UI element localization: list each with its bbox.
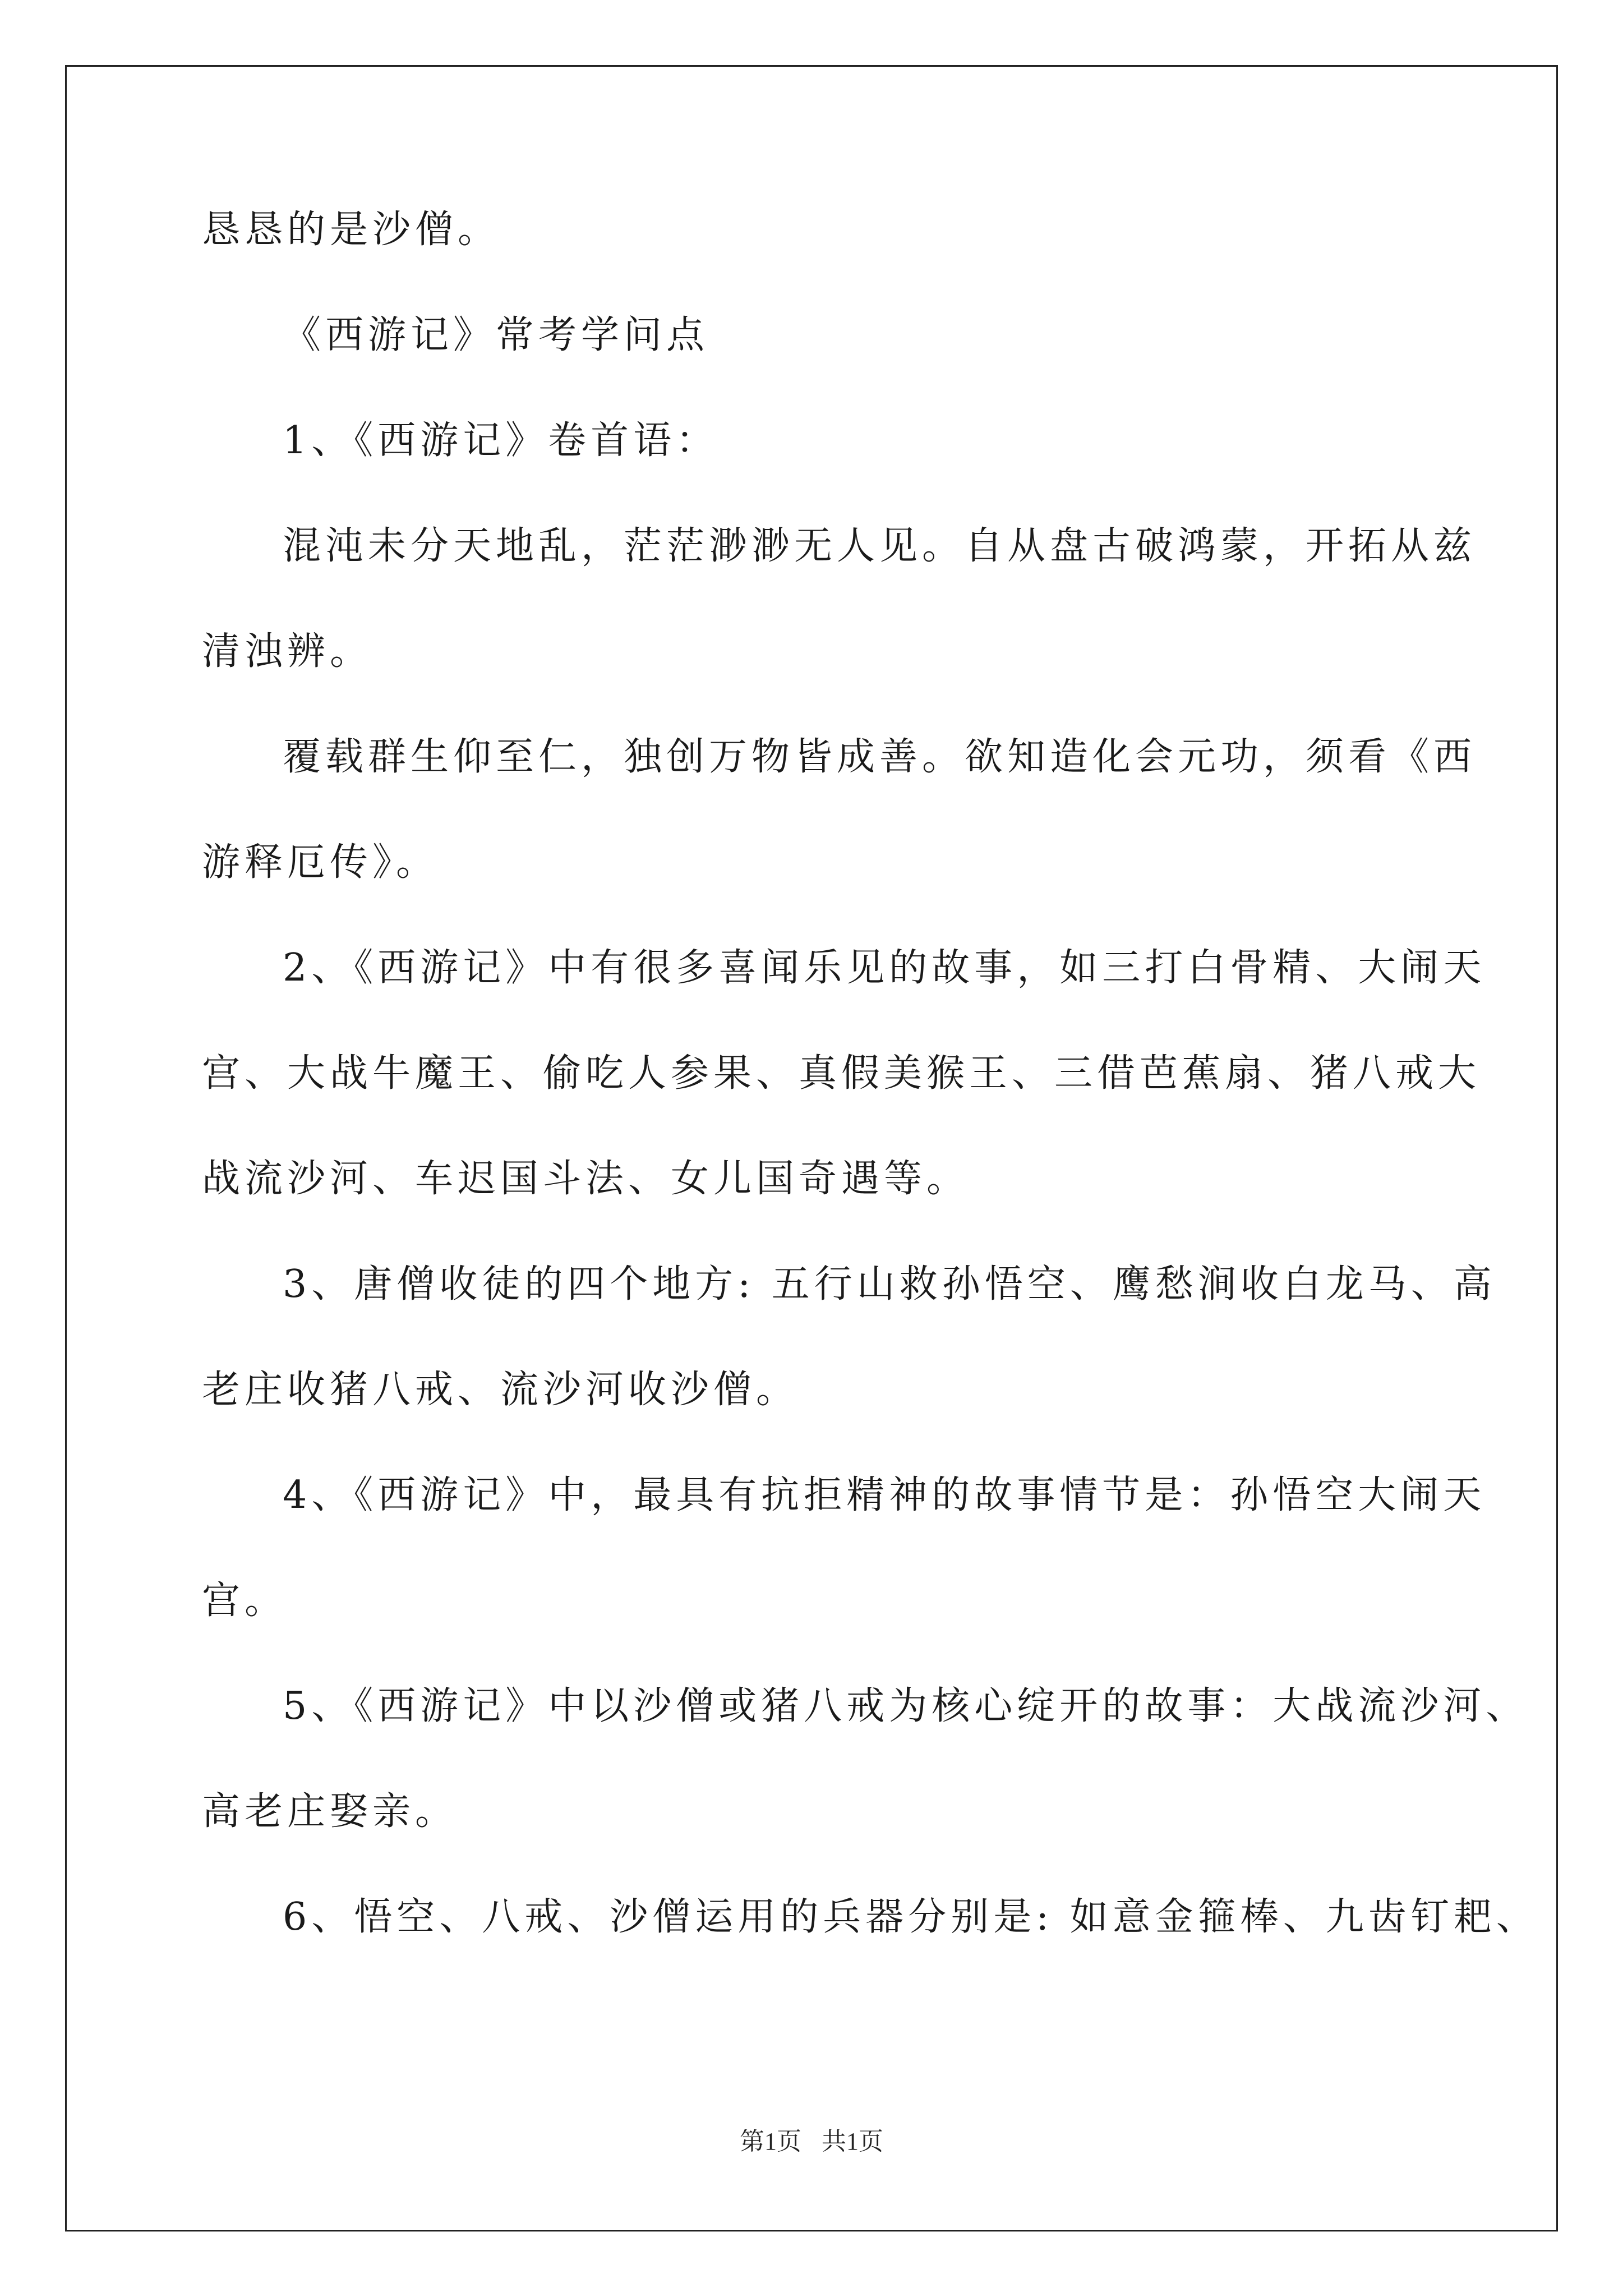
page-number-current: 第1页 [740,2128,801,2155]
paragraph-line: 老庄收猪八戒、流沙河收沙僧。 [202,1368,799,1412]
paragraph-line: 1、《西游记》卷首语： [283,418,719,463]
paragraph-line: 4、《西游记》中，最具有抗拒精神的故事情节是：孙悟空大闹天 [283,1473,1486,1517]
page-number-total: 共1页 [822,2128,883,2155]
paragraph-line: 游释厄传》。 [202,840,439,885]
paragraph-line: 高老庄娶亲。 [202,1789,458,1834]
paragraph-line: 5、《西游记》中以沙僧或猪八戒为核心绽开的故事：大战流沙河、 [283,1684,1529,1728]
paragraph-line: 覆载群生仰至仁，独创万物皆成善。欲知造化会元功，须看《西 [283,735,1477,779]
paragraph-line: 混沌未分天地乱，茫茫渺渺无人见。自从盘古破鸿蒙，开拓从兹 [283,524,1477,568]
section-heading: 《西游记》常考学问点 [283,313,709,357]
paragraph-line: 战流沙河、车迟国斗法、女儿国奇遇等。 [202,1157,970,1201]
paragraph-line: 3、唐僧收徒的四个地方: 五行山救孙悟空、鹰愁涧收白龙马、高 [283,1262,1496,1306]
page-footer [0,2126,1623,2157]
paragraph-line: 宫。 [202,1579,288,1623]
paragraph-line: 宫、大战牛魔王、偷吃人参果、真假美猴王、三借芭蕉扇、猪八戒大 [202,1051,1481,1096]
paragraph-line: 恳恳的是沙僧。 [202,208,501,252]
paragraph-line: 6、悟空、八戒、沙僧运用的兵器分别是: 如意金箍棒、九齿钉耙、 [283,1895,1539,1939]
paragraph-line: 2、《西游记》中有很多喜闻乐见的故事，如三打白骨精、大闹天 [283,946,1486,990]
paragraph-line: 清浊辨。 [202,629,373,674]
